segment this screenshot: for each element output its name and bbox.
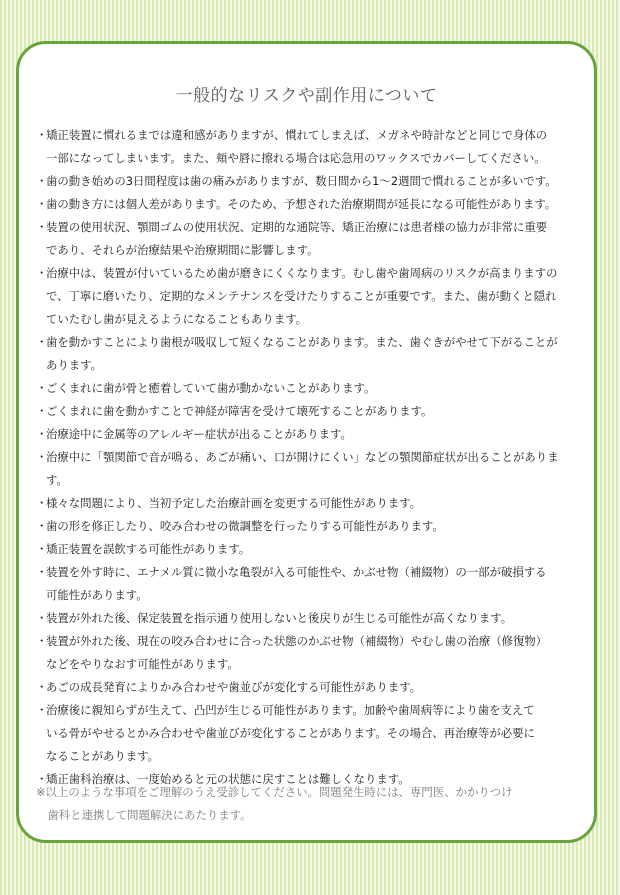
bullet-mark: ・ [36, 174, 48, 188]
risk-item [36, 630, 584, 676]
risk-item-text: 歯の動き始めの3日間程度は歯の痛みがありますが、数日間から1～2週間で慣れることが多いです。 [46, 174, 557, 188]
risk-item [36, 331, 584, 377]
bullet-mark: ・ [36, 381, 48, 395]
risk-item-text: 歯を動かすことにより歯根が吸収して短くなることがあります。また、歯ぐきがやせて下がることが あります。 [46, 335, 558, 372]
risk-item [36, 423, 584, 446]
risk-item-text: 治療中に「顎関節で音が鳴る、あごが痛い、口が開けにくい」などの顎関節症状が出ることがありま す。 [46, 450, 559, 487]
risk-list [36, 124, 584, 791]
bullet-mark: ・ [36, 404, 48, 418]
bullet-mark: ・ [36, 496, 48, 510]
bullet-mark: ・ [36, 611, 48, 625]
bullet-mark: ・ [36, 335, 48, 349]
bullet-mark: ・ [36, 197, 48, 211]
risk-item-text: ごくまれに歯を動かすことで神経が障害を受けて壊死することがあります。 [46, 404, 433, 418]
bullet-mark: ・ [36, 266, 48, 280]
risk-item [36, 124, 584, 170]
footnote: ※以上のような事項をご理解のうえ受診してください。問題発生時には、専門医、かかりつけ 歯科と連携して問題解決にあたります。 [36, 785, 513, 822]
risk-item-text: 歯の動き方には個人差があります。そのため、予想された治療期間が延長になる可能性があります。 [46, 197, 557, 211]
risk-item-text: あごの成長発育によりかみ合わせや歯並びが変化する可能性があります。 [46, 680, 421, 694]
risk-item-text: 様々な問題により、当初予定した治療計画を変更する可能性があります。 [46, 496, 421, 510]
bullet-mark: ・ [36, 772, 48, 786]
risk-item [36, 400, 584, 423]
risk-item-text: 装置が外れた後、保定装置を指示通り使用しないと後戻りが生じる可能性が高くなります。 [46, 611, 513, 625]
bullet-mark: ・ [36, 542, 48, 556]
risk-item [36, 607, 584, 630]
risk-item-text: 矯正歯科治療は、一度始めると元の状態に戻すことは難しくなります。 [46, 772, 410, 786]
bullet-mark: ・ [36, 565, 48, 579]
page-title: 一般的なリスクや副作用について [175, 86, 438, 106]
bullet-mark: ・ [36, 519, 48, 533]
risk-item [36, 699, 584, 768]
risk-item-text: 装置の使用状況、顎間ゴムの使用状況、定期的な通院等、矯正治療には患者様の協力が非常に重要 であり、それらが治療結果や治療期間に影響します。 [46, 220, 548, 257]
risk-item-text: 装置を外す時に、エナメル質に微小な亀裂が入る可能性や、かぶせ物（補綴物）の一部が破損する 可能性があります。 [46, 565, 547, 602]
risk-item-text: ごくまれに歯が骨と癒着していて歯が動かないことがあります。 [46, 381, 376, 395]
risk-item [36, 377, 584, 400]
risk-item-text: 装置が外れた後、現在の咬み合わせに合った状態のかぶせ物（補綴物）やむし歯の治療（修復物） などをやりなおす可能性があります。 [46, 634, 548, 671]
risk-item [36, 262, 584, 331]
risk-item [36, 538, 584, 561]
bullet-mark: ・ [36, 680, 48, 694]
risk-item [36, 561, 584, 607]
risk-item-text: 治療中は、装置が付いているため歯が磨きにくくなります。むし歯や歯周病のリスクが高まりますの で、丁寧に磨いたり、定期的なメンテナンスを受けたりすることが重要です。また、歯が動くと隠れ ていたむし歯が見えるようになることもあります。 [46, 266, 558, 326]
bullet-mark: ・ [36, 220, 48, 234]
bullet-mark: ・ [36, 427, 48, 441]
risk-item [36, 193, 584, 216]
risk-item-text: 矯正装置に慣れるまでは違和感がありますが、慣れてしまえば、メガネや時計などと同じで身体の 一部になってしまいます。また、頬や唇に擦れる場合は応急用のワックスでカバーしてください。 [46, 128, 548, 165]
risk-item [36, 515, 584, 538]
risk-item [36, 492, 584, 515]
risk-item [36, 170, 584, 193]
risk-item-text: 治療途中に金属等のアレルギー症状が出ることがあります。 [46, 427, 352, 441]
risk-item [36, 216, 584, 262]
bullet-mark: ・ [36, 703, 48, 717]
risk-info-card [16, 41, 597, 843]
bullet-mark: ・ [36, 128, 48, 142]
risk-item [36, 676, 584, 699]
risk-item-text: 歯の形を修正したり、咬み合わせの微調整を行ったりする可能性があります。 [46, 519, 444, 533]
bullet-mark: ・ [36, 450, 48, 464]
risk-item-text: 矯正装置を誤飲する可能性があります。 [46, 542, 251, 556]
risk-item-text: 治療後に親知らずが生えて、凸凹が生じる可能性があります。加齢や歯周病等により歯を支えて いる骨がやせるとかみ合わせや歯並びが変化することがあります。その場合、再治療等が必要に なることがあります。 [46, 703, 535, 763]
bullet-mark: ・ [36, 634, 48, 648]
risk-item [36, 446, 584, 492]
